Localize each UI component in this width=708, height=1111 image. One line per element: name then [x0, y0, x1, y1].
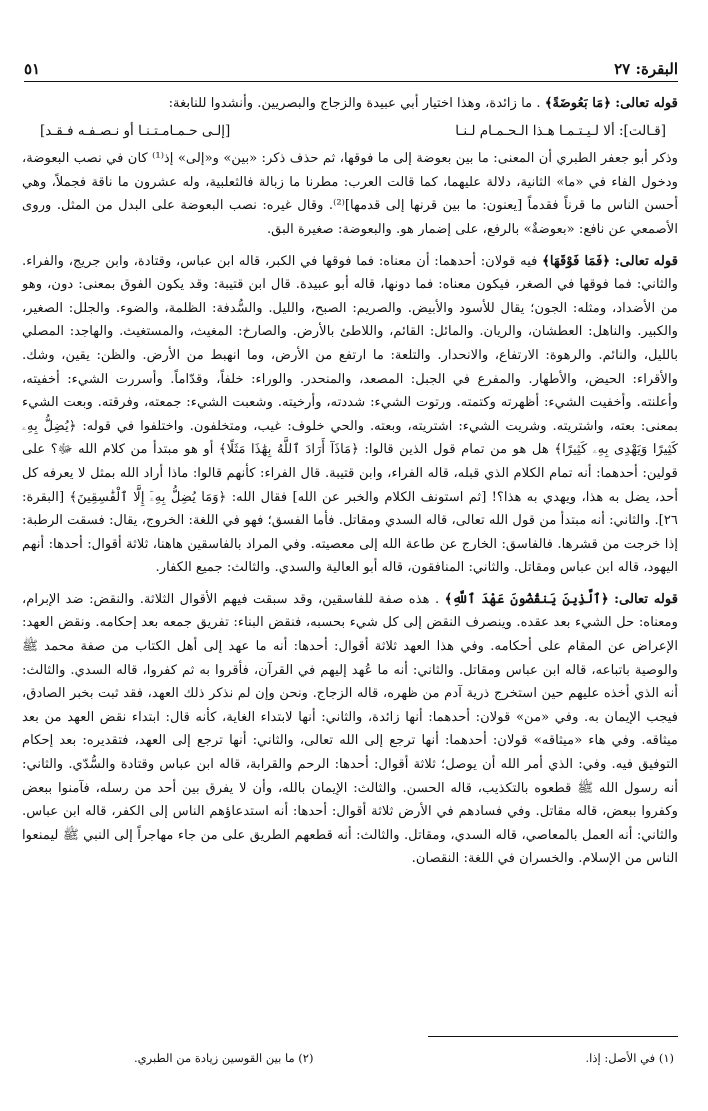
poem-verse: [22, 118, 678, 148]
paragraph: [22, 250, 678, 580]
paragraph-text: فيه قولان: أحدهما: أن معناه: فما فوقها في الكبر، قاله ابن عباس، وقتادة، وابن جريج، والفراء. والثاني: فما فوقها في الصغر، فيكون معناه: فما دونها، قاله أبو عبيدة. قال ابن قتيبة: وقد يكون الفوق بمعنى: دون، وهو من الأضداد، ومثله: الجون؛ يقال للأسود والأبيض. والصريم: الصبح، والليل. والسُّدفة: الظلمة، والضوء. والجلل: الصغير، والكبير. والناهل: العطشان، والريان. والمائل: القائم، واللاطئ بالأرض. والصارخ: المغيث، والمستغيث. والهاجد: المصلي بالليل، والنائم. والرهوة: الارتفاع، والانحدار. والتلعة: ما ارتفع من الأرض، وما انهبط من الأرض. والظن: يقين، وشك. والأقراء: الحيض، والأطهار. والمفرع في الجبل: المصعد، والمنحدر. والوراء: خلفاً، وقدّاماً. وأسررت الشيء: أخفيته، وأعلنته. وأخفيت الشيء: أظهرته وكتمته. ورتوت الشيء: شددته، وأرخيته. وشعبت الشيء: جمعته، وفرقته. وبعت الشيء بمعنى: بعته، واشتريته. وشريت الشيء: اشتريته، وبعته. والحي خلوف: غيب، ومتخلفون. واختلفوا في قوله: ﴿يُضِلُّ بِهِۦ كَثِيرًا وَيَهْدِى بِهِۦ كَثِيرًا﴾ هل هو من تمام قول الذين قالوا: ﴿مَاذَآ أَرَادَ ٱللَّهُ بِهَٰذَا مَثَلًا﴾ أو هو مبتدأ من كلام الله ﷻ؟ على قولين: أحدهما: أنه تمام الكلام الذي قبله، قاله الفراء، وابن قتيبة. قال الفراء: كأنهم قالوا: ماذا أراد الله بمثل لا يعرفه كل أحد، يضل به هذا، ويهدي به هذا؟! [ثم استونف الكلام والخبر عن الله] فقال الله: ﴿وَمَا يُضِلُّ بِهِۦٓ إِلَّا ٱلْفَٰسِقِينَ﴾ [البقرة: ٢٦]. والثاني: أنه مبتدأ من قول الله تعالى، قاله السدي ومقاتل. فأما الفسق؛ فهو في اللغة: الخروج، يقال: فسقت الرطبة: إذا خرجت من قشرها. فالفاسق: الخارج عن طاعة الله إلى معصيته. وفي المراد بالفاسقين هاهنا، ثلاثة أقوال: أحدها: أنهم اليهود، قاله ابن عباس ومقاتل. والثاني: المنافقون، قاله أبو العالية والسدي. والثالث: جميع الكفار.: [22, 253, 678, 576]
footnotes: [24, 1036, 678, 1065]
paragraph-text: . ما زائدة، وهذا اختيار أبي عبيدة والزجاج والبصريين. وأنشدوا للنابغة:: [168, 96, 541, 111]
verse-intro: قوله تعالى:: [614, 591, 679, 607]
quran-verse: ﴿فَمَا فَوْقَهَا﴾: [542, 253, 611, 269]
header-rule: [24, 81, 678, 82]
footnote-row: [24, 1051, 678, 1065]
paragraph-text: وذكر أبو جعفر الطبري أن المعنى: ما بين بعوضة إلى ما فوقها، ثم حذف ذكر: «بين» و«إلى» إذ⁽¹⁾ كان في نصب البعوضة، ودخول الفاء في «ما» الثانية، دلالة عليهما، كما قالت العرب: مطرنا ما زبالة فالثعلبية، وله عشرون ما ناقة فجملاً، وهي أحسن الناس ما قرناً فقدماً [يعنون: ما بين قرنها إلى قدمها]⁽²⁾. وقال غيره: نصب البعوضة على البدل من المثل. وروى الأصمعي عن نافع: «بعوضةٌ» بالرفع، على إضمار هو. والبعوضة: صغيرة البق.: [22, 151, 679, 237]
footnote-1: (١) في الأصل: إذا.: [585, 1051, 674, 1065]
footnote-rule: [428, 1036, 678, 1037]
verse-intro: قوله تعالى:: [615, 96, 678, 111]
page-header: [24, 50, 678, 78]
paragraph: [22, 588, 678, 871]
poem-first-hemistich: [قـالت]: ألا لـيـتـمـا هـذا الـحـمـام لـنـا: [455, 122, 666, 139]
page-number: ٥١: [24, 60, 41, 78]
running-title: البقرة: ٢٧: [614, 60, 678, 78]
main-text: [22, 92, 678, 873]
quran-verse: ﴿ٱلَّذِينَ يَنقُضُونَ عَهْدَ ٱللَّهِ﴾: [444, 591, 609, 607]
paragraph-text: . هذه صفة للفاسقين، وقد سبقت فيهم الأقوال الثلاثة. والنقض: ضد الإبرام، ومعناه: حل الشيء بعد عقده. وينصرف النقض إلى كل شيء بحسبه، فنقض البناء: تفريق جمعه بعد إحكامه. ونقض العهد: الإعراض عن المقام على أحكامه. وفي هذا العهد ثلاثة أقوال: أحدها: أنه ما عهد إلى أهل الكتاب من صفة محمد ﷺ والوصية باتباعه، قاله ابن عباس ومقاتل. والثاني: أنه ما عُهد إليهم في القرآن، فأقروا به ثم كفروا، قاله السدي. والثالث: أنه الذي أخذه عليهم حين استخرج ذرية آدم من ظهره، قاله الزجاج. ونحن وإن لم نذكر ذلك العهد، فقد ثبت بخبر الصادق، فيجب الإيمان به. وفي «من» قولان: أحدهما: أنها زائدة، والثاني: أنها لابتداء الغاية، كأنه قال: ابتداء نقض العهد من بعد ميثاقه. وفي هاء «ميثاقه» قولان: أحدهما: أنها ترجع إلى الله تعالى، والثاني: أنها ترجع إلى العهد، فتقديره: بعد إحكام التوفيق فيه. وفي: الذي أمر الله أن يوصل؛ ثلاثة أقوال: أحدها: الرحم والقرابة، قاله ابن عباس وقتادة والسُّدّي. والثاني: أنه رسول الله ﷺ قطعوه بالتكذيب، قاله الحسن. والثالث: الإيمان بالله، وأن لا يفرق بين أحد من رسله، فآمنوا ببعض وكفروا ببعض، قاله مقاتل. وفي فسادهم في الأرض ثلاثة أقوال: أحدها: أنه استدعاؤهم الناس إلى الكفر، قاله ابن عباس. والثاني: أنه العمل بالمعاصي، قاله السدي، ومقاتل. والثالث: أنه قطعهم الطريق على من جاء مهاجراً إلى النبي ﷺ ليمنعوا الناس من الإسلام. والخسران في اللغة: النقصان.: [22, 591, 678, 867]
poem-second-hemistich: [إلـى حـمـامـتـنـا أو نـصـفـه فـقـد]: [40, 122, 231, 139]
paragraph: [22, 147, 678, 241]
paragraph: [22, 92, 678, 116]
footnote-2: (٢) ما بين القوسين زيادة من الطبري.: [134, 1051, 314, 1065]
verse-intro: قوله تعالى:: [614, 253, 679, 269]
quran-verse: ﴿مَا بَعُوضَةً﴾: [544, 96, 612, 111]
